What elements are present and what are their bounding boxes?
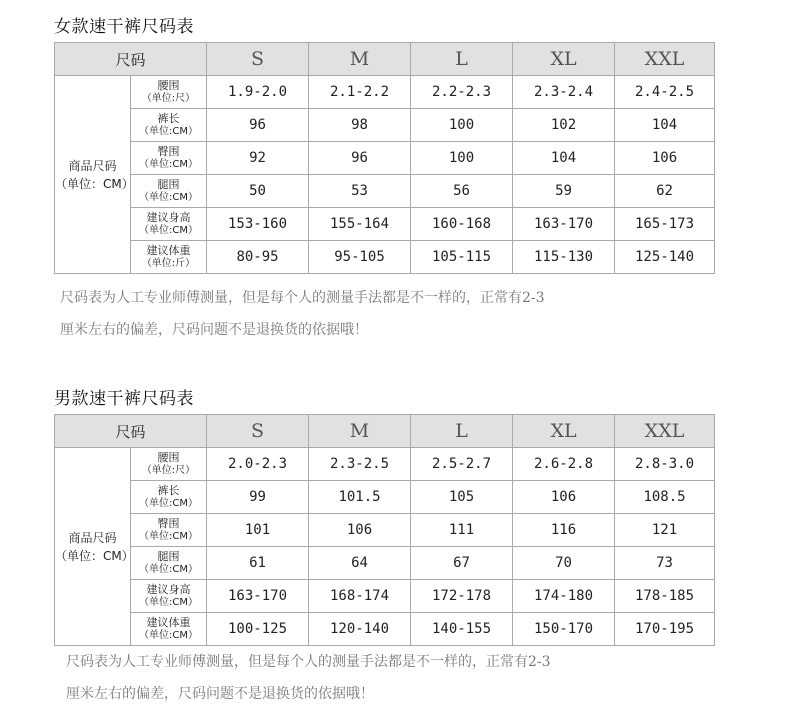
table-cell: 170-195 <box>615 613 715 646</box>
table-cell: 100 <box>411 142 513 175</box>
table-cell: 70 <box>513 547 615 580</box>
table-cell: 174-180 <box>513 580 615 613</box>
men-size-chart-title: 男款速干裤尺码表 <box>54 389 194 409</box>
table-cell: 155-164 <box>309 208 411 241</box>
table-cell: 53 <box>309 175 411 208</box>
table-cell: 2.3-2.5 <box>309 448 411 481</box>
table-cell: 106 <box>309 514 411 547</box>
size-col-s: S <box>207 415 309 448</box>
table-cell: 2.6-2.8 <box>513 448 615 481</box>
table-cell: 2.3-2.4 <box>513 76 615 109</box>
table-cell: 101.5 <box>309 481 411 514</box>
row-label-weight <box>131 613 207 646</box>
table-row <box>55 109 715 142</box>
note-line-1: 尺码表为人工专业师傅测量，但是每个人的测量手法都是不一样的，正常有2-3 <box>66 654 551 670</box>
table-cell: 1.9-2.0 <box>207 76 309 109</box>
table-cell: 108.5 <box>615 481 715 514</box>
table-cell: 105-115 <box>411 241 513 274</box>
table-cell: 105 <box>411 481 513 514</box>
row-unit-text: （单位:CM） <box>139 192 198 203</box>
table-cell: 153-160 <box>207 208 309 241</box>
table-cell: 116 <box>513 514 615 547</box>
row-unit-text: （单位:尺） <box>141 93 196 104</box>
table-cell: 102 <box>513 109 615 142</box>
table-cell: 172-178 <box>411 580 513 613</box>
row-unit-text: （单位:CM） <box>139 126 198 137</box>
row-label-text: 建议身高 <box>146 211 191 224</box>
table-cell: 50 <box>207 175 309 208</box>
row-unit-text: （单位:CM） <box>139 630 198 641</box>
table-cell: 80-95 <box>207 241 309 274</box>
table-row <box>55 76 715 109</box>
row-label-text: 建议体重 <box>146 616 191 629</box>
row-label-text: 腰围 <box>157 451 180 464</box>
table-row <box>55 448 715 481</box>
women-size-chart-title: 女款速干裤尺码表 <box>54 17 194 37</box>
row-label-text: 腰围 <box>157 79 180 92</box>
table-header-row <box>55 415 715 448</box>
size-col-s: S <box>207 43 309 76</box>
row-label-text: 建议体重 <box>146 244 191 257</box>
row-label-text: 裤长 <box>157 484 180 497</box>
row-unit-text: （单位:斤） <box>141 258 196 269</box>
table-cell: 120-140 <box>309 613 411 646</box>
group-label-line2: （单位：CM） <box>55 176 134 191</box>
table-cell: 100 <box>411 109 513 142</box>
row-label-text: 建议身高 <box>146 583 191 596</box>
size-col-xxl: XXL <box>615 415 715 448</box>
row-unit-text: （单位:CM） <box>139 498 198 509</box>
women-size-table <box>54 42 715 274</box>
table-cell: 100-125 <box>207 613 309 646</box>
row-label-text: 臀围 <box>157 145 180 158</box>
row-label-height <box>131 580 207 613</box>
men-size-note <box>66 646 766 710</box>
row-label-hip <box>131 514 207 547</box>
row-unit-text: （单位:CM） <box>139 564 198 575</box>
table-row <box>55 208 715 241</box>
table-cell: 2.5-2.7 <box>411 448 513 481</box>
table-cell: 56 <box>411 175 513 208</box>
table-cell: 115-130 <box>513 241 615 274</box>
size-col-xl: XL <box>513 415 615 448</box>
row-unit-text: （单位:CM） <box>139 225 198 236</box>
group-label-line2: （单位：CM） <box>55 548 134 563</box>
note-line-2: 厘米左右的偏差，尺码问题不是退换货的依据哦！ <box>66 686 374 702</box>
group-label <box>55 76 134 274</box>
table-cell: 168-174 <box>309 580 411 613</box>
group-label-line1: 商品尺码 <box>68 158 117 173</box>
table-row <box>55 142 715 175</box>
table-cell: 2.1-2.2 <box>309 76 411 109</box>
table-cell: 178-185 <box>615 580 715 613</box>
table-cell: 67 <box>411 547 513 580</box>
size-header-label: 尺码 <box>55 43 207 76</box>
table-cell: 59 <box>513 175 615 208</box>
table-row <box>55 241 715 274</box>
table-cell: 101 <box>207 514 309 547</box>
row-unit-text: （单位:CM） <box>139 159 198 170</box>
row-unit-text: （单位:CM） <box>139 597 198 608</box>
table-cell: 163-170 <box>207 580 309 613</box>
row-label-height <box>131 208 207 241</box>
table-cell: 163-170 <box>513 208 615 241</box>
row-label-waist <box>131 76 207 109</box>
table-header-row <box>55 43 715 76</box>
table-cell: 111 <box>411 514 513 547</box>
table-cell: 2.4-2.5 <box>615 76 715 109</box>
table-cell: 160-168 <box>411 208 513 241</box>
table-cell: 106 <box>615 142 715 175</box>
table-cell: 62 <box>615 175 715 208</box>
size-col-xxl: XXL <box>615 43 715 76</box>
size-col-xl: XL <box>513 43 615 76</box>
table-cell: 2.8-3.0 <box>615 448 715 481</box>
table-row <box>55 580 715 613</box>
row-label-waist <box>131 448 207 481</box>
table-cell: 104 <box>615 109 715 142</box>
table-cell: 150-170 <box>513 613 615 646</box>
table-cell: 106 <box>513 481 615 514</box>
table-cell: 125-140 <box>615 241 715 274</box>
table-cell: 140-155 <box>411 613 513 646</box>
table-row <box>55 175 715 208</box>
row-label-text: 腿围 <box>157 550 180 563</box>
table-cell: 99 <box>207 481 309 514</box>
row-label-hip <box>131 142 207 175</box>
row-label-text: 臀围 <box>157 517 180 530</box>
row-label-weight <box>131 241 207 274</box>
women-size-note <box>60 282 760 346</box>
table-cell: 64 <box>309 547 411 580</box>
note-line-2: 厘米左右的偏差，尺码问题不是退换货的依据哦！ <box>60 322 368 338</box>
table-cell: 96 <box>207 109 309 142</box>
table-row <box>55 547 715 580</box>
size-col-l: L <box>411 43 513 76</box>
size-header-label: 尺码 <box>55 415 207 448</box>
row-label-text: 裤长 <box>157 112 180 125</box>
table-cell: 96 <box>309 142 411 175</box>
row-label-thigh <box>131 547 207 580</box>
table-cell: 2.2-2.3 <box>411 76 513 109</box>
table-cell: 92 <box>207 142 309 175</box>
table-row <box>55 481 715 514</box>
table-cell: 104 <box>513 142 615 175</box>
table-cell: 2.0-2.3 <box>207 448 309 481</box>
men-size-table <box>54 414 715 646</box>
table-cell: 95-105 <box>309 241 411 274</box>
table-row <box>55 514 715 547</box>
size-col-m: M <box>309 415 411 448</box>
row-label-length <box>131 109 207 142</box>
table-row <box>55 613 715 646</box>
size-col-m: M <box>309 43 411 76</box>
table-cell: 98 <box>309 109 411 142</box>
table-cell: 121 <box>615 514 715 547</box>
row-unit-text: （单位:尺） <box>141 465 196 476</box>
group-label <box>55 448 134 646</box>
row-label-thigh <box>131 175 207 208</box>
table-cell: 61 <box>207 547 309 580</box>
row-label-text: 腿围 <box>157 178 180 191</box>
row-label-length <box>131 481 207 514</box>
note-line-1: 尺码表为人工专业师傅测量，但是每个人的测量手法都是不一样的，正常有2-3 <box>60 290 545 306</box>
table-cell: 73 <box>615 547 715 580</box>
row-unit-text: （单位:CM） <box>139 531 198 542</box>
table-cell: 165-173 <box>615 208 715 241</box>
size-col-l: L <box>411 415 513 448</box>
group-label-line1: 商品尺码 <box>68 530 117 545</box>
